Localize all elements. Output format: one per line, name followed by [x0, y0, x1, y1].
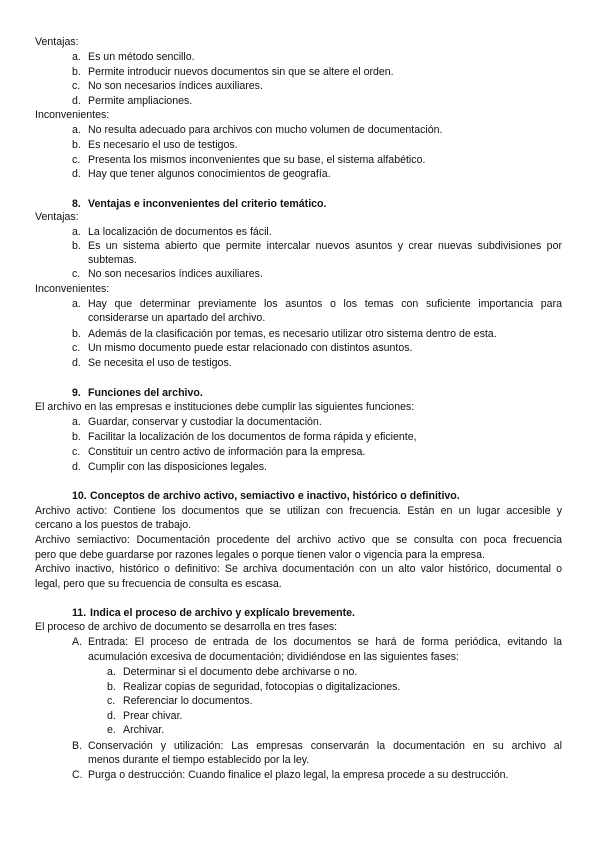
- list-text: Un mismo documento puede estar relacionado con distintos asuntos.: [88, 342, 413, 354]
- section-title: Conceptos de archivo activo, semiactivo e inactivo, histórico o definitivo.: [90, 490, 460, 502]
- section-number: 10.: [72, 490, 87, 502]
- list-marker: b.: [72, 66, 81, 78]
- list-marker: a.: [72, 416, 81, 428]
- section-title: Funciones del archivo.: [88, 387, 203, 399]
- list-marker: c.: [72, 342, 81, 354]
- paragraph-line: Archivo semiactivo: Documentación procedente del archivo activo que se consulta con poca frecuencia: [35, 534, 562, 546]
- list-item: [72, 357, 232, 370]
- list-item: [72, 226, 272, 239]
- paragraph: El archivo en las empresas e instituciones debe cumplir las siguientes funciones:: [35, 401, 415, 413]
- list-text: Permite introducir nuevos documentos sin que se altere el orden.: [88, 66, 394, 78]
- list-marker: c.: [72, 80, 81, 92]
- list-marker: b.: [72, 328, 81, 340]
- section-number: 8.: [72, 198, 81, 210]
- list-marker: c.: [72, 154, 81, 166]
- list-marker: b.: [72, 139, 81, 151]
- list-text: Facilitar la localización de los documentos de forma rápida y eficiente,: [88, 431, 417, 443]
- paragraph-line: cercano a los puestos de trabajo.: [35, 519, 192, 531]
- list-marker: c.: [72, 268, 81, 280]
- list-text: Se necesita el uso de testigos.: [88, 357, 232, 369]
- inconvenientes-label: Inconvenientes:: [35, 283, 110, 295]
- list-item: [72, 461, 267, 474]
- ventajas-label: Ventajas:: [35, 36, 79, 48]
- ventajas-label: Ventajas:: [35, 211, 79, 223]
- list-marker: a.: [107, 666, 116, 678]
- list-text: Referenciar lo documentos.: [123, 695, 253, 707]
- list-item: [72, 328, 497, 341]
- list-marker: b.: [72, 431, 81, 443]
- list-item: [72, 240, 562, 253]
- list-text: Además de la clasificación por temas, es necesario utilizar otro sistema dentro de esta.: [88, 328, 497, 340]
- list-item: [72, 154, 425, 167]
- section-heading: [72, 387, 203, 400]
- list-marker: c.: [72, 446, 81, 458]
- list-marker: a.: [72, 226, 81, 238]
- list-text: Prear chivar.: [123, 710, 183, 722]
- list-marker: b.: [107, 681, 116, 693]
- list-marker: C.: [72, 769, 83, 781]
- list-text-continued: menos durante el tiempo establecido por la ley.: [88, 754, 310, 766]
- sub-list-item: [107, 681, 400, 694]
- list-marker: B.: [72, 740, 83, 752]
- list-marker: e.: [107, 724, 116, 736]
- list-text: Archivar.: [123, 724, 165, 736]
- list-marker: c.: [107, 695, 116, 707]
- list-text: Hay que tener algunos conocimientos de geografía.: [88, 168, 331, 180]
- list-item: [72, 298, 562, 311]
- list-item: [72, 431, 417, 444]
- section-heading: [72, 607, 355, 620]
- list-item: [72, 342, 412, 355]
- list-item: [72, 66, 394, 79]
- list-marker: A.: [72, 636, 83, 648]
- list-marker: d.: [72, 357, 81, 369]
- section-title: Ventajas e inconvenientes del criterio temático.: [88, 198, 327, 210]
- list-text: Entrada: El proceso de entrada de los documentos se hará de forma periódica, evitando la: [88, 636, 562, 648]
- sub-list-item: [107, 695, 253, 708]
- inconvenientes-label: Inconvenientes:: [35, 109, 110, 121]
- list-item: [72, 446, 365, 459]
- list-marker: d.: [72, 95, 81, 107]
- section-number: 9.: [72, 387, 81, 399]
- list-item: [72, 139, 238, 152]
- list-text: No resulta adecuado para archivos con mucho volumen de documentación.: [88, 124, 443, 136]
- list-item: [72, 740, 562, 753]
- list-text: Es un sistema abierto que permite intercalar nuevos asuntos y crear nuevas subdivisiones por: [88, 240, 562, 252]
- list-marker: d.: [72, 168, 81, 180]
- sub-list-item: [107, 724, 164, 737]
- list-item: [72, 95, 192, 108]
- list-text: Realizar copias de seguridad, fotocopias o digitalizaciones.: [123, 681, 401, 693]
- list-text: La localización de documentos es fácil.: [88, 226, 272, 238]
- list-item: [72, 124, 443, 137]
- paragraph-line: legal, pero que su frecuencia de consulta es escasa.: [35, 578, 282, 590]
- paragraph-line: pero que debe guardarse por razones legales o porque tienen valor o vigencia para la empresa.: [35, 549, 485, 561]
- list-text-continued: considerarse un apartado del archivo.: [88, 312, 266, 324]
- list-text-continued: acumulación excesiva de documentación; dividiéndose en las siguientes fases:: [88, 651, 460, 663]
- list-text: Permite ampliaciones.: [88, 95, 193, 107]
- list-item: [72, 80, 263, 93]
- list-item: [72, 51, 195, 64]
- sub-list-item: [107, 710, 182, 723]
- list-marker: a.: [72, 124, 81, 136]
- list-marker: d.: [107, 710, 116, 722]
- list-item: [72, 416, 322, 429]
- list-text: Purga o destrucción: Cuando finalice el plazo legal, la empresa procede a su destrucción.: [88, 769, 509, 781]
- list-item: [72, 268, 263, 281]
- list-marker: a.: [72, 298, 81, 310]
- list-item: [72, 168, 331, 181]
- sub-list-item: [107, 666, 357, 679]
- section-title: Indica el proceso de archivo y explícalo brevemente.: [90, 607, 355, 619]
- list-text-continued: subtemas.: [88, 254, 137, 266]
- list-text: Constituir un centro activo de información para la empresa.: [88, 446, 366, 458]
- paragraph-line: Archivo activo: Contiene los documentos que se utilizan con frecuencia. Están en un lugar accesible y: [35, 505, 562, 517]
- list-text: Presenta los mismos inconvenientes que su base, el sistema alfabético.: [88, 154, 426, 166]
- section-number: 11.: [72, 607, 87, 619]
- list-item: [72, 636, 562, 649]
- list-text: Cumplir con las disposiciones legales.: [88, 461, 268, 473]
- paragraph: El proceso de archivo de documento se desarrolla en tres fases:: [35, 621, 338, 633]
- list-text: Determinar si el documento debe archivarse o no.: [123, 666, 358, 678]
- list-marker: d.: [72, 461, 81, 473]
- list-item: [72, 769, 508, 782]
- list-text: No son necesarios índices auxiliares.: [88, 80, 263, 92]
- list-marker: b.: [72, 240, 81, 252]
- list-text: Es necesario el uso de testigos.: [88, 139, 238, 151]
- list-marker: a.: [72, 51, 81, 63]
- list-text: Guardar, conservar y custodiar la documentación.: [88, 416, 322, 428]
- list-text: No son necesarios índices auxiliares.: [88, 268, 263, 280]
- paragraph-line: Archivo inactivo, histórico o definitivo: Se archiva documentación con un alto valor histórico, documental o: [35, 563, 562, 575]
- section-heading: [72, 198, 326, 211]
- list-text: Conservación y utilización: Las empresas conservarán la documentación en su archivo al: [88, 740, 562, 752]
- section-heading: [72, 490, 460, 503]
- list-text: Hay que determinar previamente los asuntos o los temas con suficiente importancia para: [88, 298, 562, 310]
- list-text: Es un método sencillo.: [88, 51, 195, 63]
